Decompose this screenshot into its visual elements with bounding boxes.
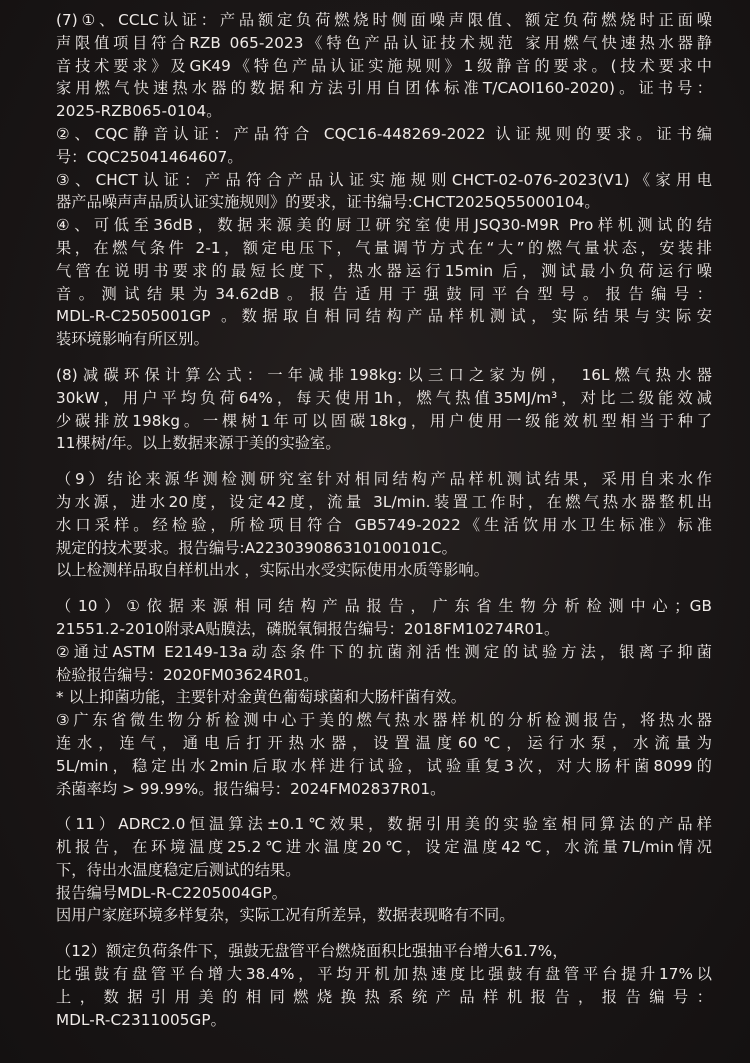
footnote-line: (7)①、CCLC认证：产品额定负荷燃烧时侧面噪声限值、额定负荷燃烧时正面噪 [56,11,712,29]
footnote-line: 因用户家庭环境多样复杂，实际工况有所差异，数据表现略有不同。 [56,906,515,925]
footnote-line: 果，在燃气条件 2-1，额定电压下，气量调节方式在“大”的燃气量状态，安装排 [56,238,712,257]
footnote-section-s7 [56,9,712,351]
footnote-line: （12）额定负荷条件下，强鼓无盘管平台燃烧面积比强抽平台增大61.7%， [56,942,568,961]
footnote-line: 少碳排放198kg。一棵树1年可以固碳18kg，用户使用一级能效机型相当于种了 [56,411,712,430]
footnote-line: 比强鼓有盘管平台增大38.4%，平均开机加热速度比强鼓有盘管平台提升17%以 [56,965,712,984]
footnote-line: 下，待出水温度稳定后测试的结果。 [56,860,301,879]
footnote-line: (8)减碳环保计算公式：一年减排198kg:以三口之家为例， 16L燃气热水器 [56,365,712,384]
footnote-line: 规定的技术要求。报告编号:A2230390863101001​01C。 [56,538,457,557]
footnote-line: ③、CHCT认证：产品符合产品认证实施规则CHCT-02-076-2023(V1)《家用电 [56,170,712,189]
footnote-line: 音。测试结果为34.62dB。报告适用于强鼓同平台型号。报告编号： [56,284,712,303]
footnote-line: 声限值项目符合RZB 065-2023《特色产品认证技术规范 家用燃气快速热水器静 [56,33,712,52]
footnote-section-s10 [56,595,712,800]
section-gap [56,582,712,595]
footnote-line: ③广东省微生物分析检测中心于美的燃气热水器样机的分析检测报告，将热水器 [56,711,712,730]
section-gap [56,800,712,813]
footnote-line: 21551.2-2010附录A贴膜法，磷脱氧铜报告编号：2018FM10274R01。 [56,619,560,638]
footnote-line: 水口采样。经检验，所检项目符合 GB5749-2022《生活饮用水卫生标准》标准 [56,515,712,534]
footnote-line: 报告编号MDL-R-C2205004GP。 [56,883,288,902]
footnote-line: 连水，连气，通电后打开热水器，设置温度60℃，运行水泵，水流量为 [56,733,712,752]
footnote-line: MDL-R-C2311005GP。 [56,1010,226,1029]
footnote-line: ②、CQC静音认证：产品符合 CQC16-448269-2022 认证规则的要求。证书编 [56,124,712,143]
footnote-line: 气管在说明书要求的最短长度下，热水器运行15min 后，测试最小负荷运行噪 [56,261,712,280]
footnote-line: ④、可低至36dB，数据来源美的厨卫研究室使用JSQ30-M9R Pro样机测试的结 [56,216,712,235]
footnote-section-s9 [56,468,712,582]
section-gap [56,351,712,364]
footnote-line: 家用燃气快速热水器的数据和方法引用自团体标准T/CAOI160-2020)。证书号： [56,79,712,98]
footnote-line: 30kW，用户平均负荷64%，每天使用1h，燃气热值35MJ/m³，对比二级能效减 [56,388,712,407]
footnote-line: 11棵树/年。以上数据来源于美的实验室。 [56,434,341,453]
footnote-line: 检验报告编号：2020FM03624R01。 [56,665,319,684]
footnote-line: 音技术要求》及GK49《特色产品认证实施规则》1级静音的要求。(技术要求中 [56,56,712,75]
footnote-line: * 以上抑菌功能，主要针对金黄色葡萄球菌和大肠杆菌有效。 [56,688,467,707]
footnote-line: （9）结论来源华测检测研究室针对相同结构产品样机测试结果，采用自来水作 [56,470,712,489]
footnote-line: 装环境影响有所区别。 [56,330,209,349]
footnote-line: MDL-R-C2505001GP 。数据取自相同结构产品样机测试，实际结果与实际安 [56,307,712,326]
footnote-section-s11 [56,813,712,927]
footnote-line: 器产品噪声声品质认证实施规则》的要求，证书编号:CHCT2025Q55000104。 [56,193,600,212]
footnote-line: 上，数据引用美的相同燃烧换热系统产品样机报告，报告编号： [56,987,712,1006]
footnote-line: （11）ADRC2.0恒温算法±0.1℃效果，数据引用美的实验室相同算法的产品样 [56,815,712,834]
footnote-line: 5L/min，稳定出水2min后取水样进行试验，试验重复3次，对大肠杆菌8099的 [56,756,712,775]
section-gap [56,455,712,468]
footnote-line: 以上检测样品取自样机出水 ，实际出水受实际使用水质等影响。 [56,561,489,580]
footnote-line: 为水源，进水20度，设定42度，流量 3L/min.装置工作时，在燃气热水器整机出 [56,492,712,511]
footnote-section-s8 [56,364,712,455]
footnote-line: 2025-RZB065-0104。 [56,102,222,121]
footnote-line: 杀菌率均 > 99.99%。报告编号：2024FM02837R01。 [56,779,446,798]
footnote-section-s12 [56,940,712,1031]
footnote-line: （10）①依据来源相同结构产品报告，广东省生物分析检测中心；GB [56,597,712,616]
footnote-line: 机报告，在环境温度25.2℃进水温度20℃，设定温度42℃，水流量7L/min情况 [56,838,712,857]
section-gap [56,927,712,940]
footnote-line: 号：CQC25041464607。 [56,147,243,166]
footnote-line: ②通过ASTM E2149-13a动态条件下的抗菌剂活性测定的试验方法，银离子抑菌 [56,642,712,661]
